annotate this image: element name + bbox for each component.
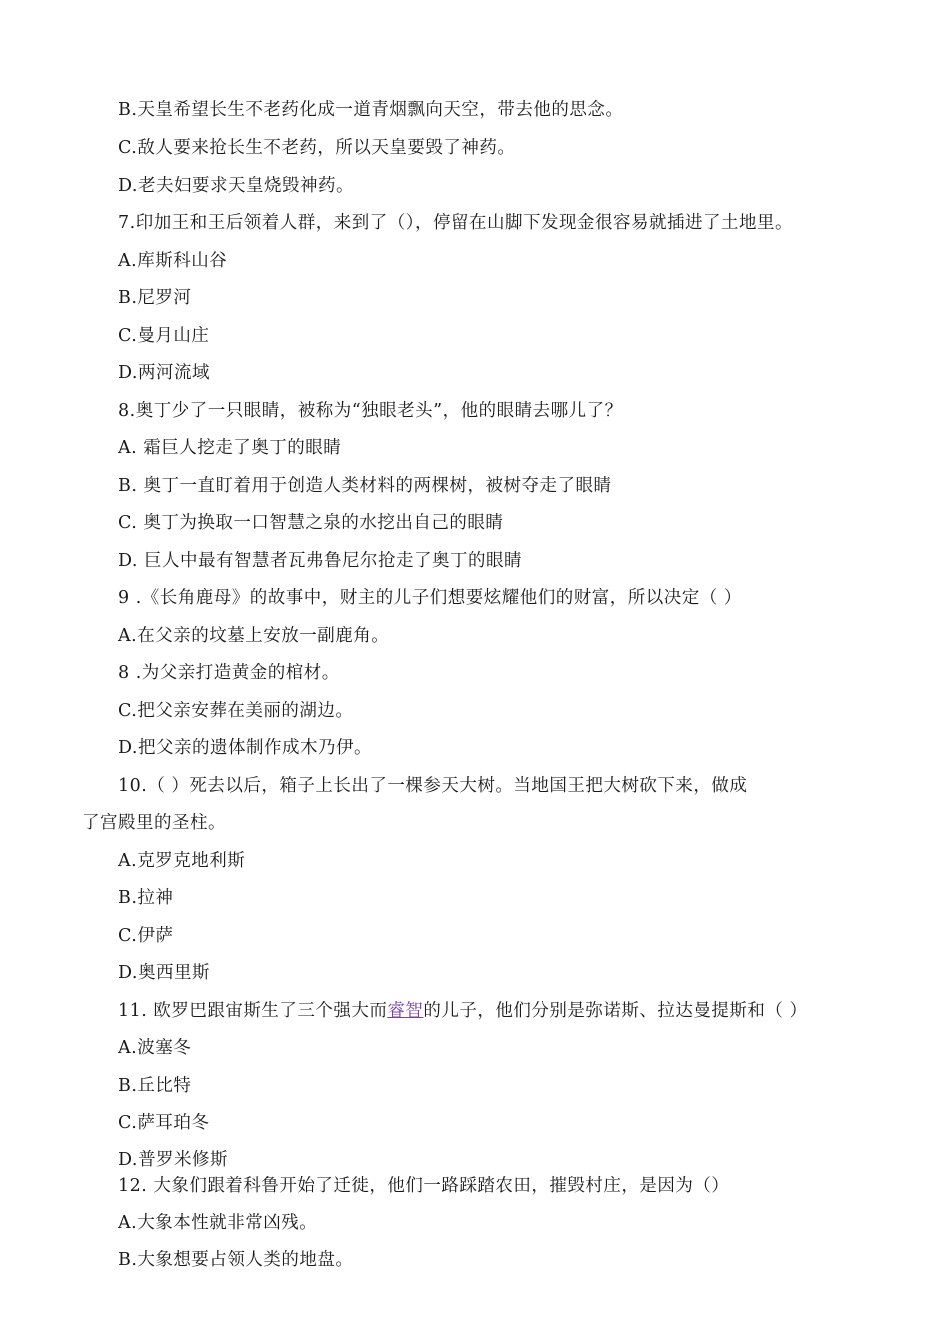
q8-option-a: A. 霜巨人挖走了奥丁的眼睛 (118, 438, 342, 458)
q12-option-a: A.大象本性就非常凶残。 (118, 1213, 318, 1233)
q10-option-a: A.克罗克地利斯 (118, 851, 246, 871)
q7-option-b: B.尼罗河 (118, 288, 192, 308)
q9-option-c: C.把父亲安葬在美丽的湖边。 (118, 701, 354, 721)
q11-option-c: C.萨耳珀冬 (118, 1113, 210, 1133)
q8-option-d: D. 巨人中最有智慧者瓦弗鲁尼尔抢走了奥丁的眼睛 (118, 551, 523, 571)
q7-stem: 7.印加王和王后领着人群，来到了（），停留在山脚下发现金很容易就插进了土地里。 (118, 213, 793, 233)
q7-option-d: D.两河流域 (118, 363, 210, 383)
q10-option-c: C.伊萨 (118, 926, 174, 946)
q10-stem: 10.（ ）死去以后，箱子上长出了一棵参天大树。当地国王把大树砍下来，做成 (118, 776, 748, 796)
q12-stem: 12. 大象们跟着科鲁开始了迁徙，他们一路踩踏农田，摧毁村庄，是因为（） (118, 1176, 730, 1196)
q8-option-b: B. 奥丁一直盯着用于创造人类材料的两棵树，被树夺走了眼睛 (118, 476, 612, 496)
q11-stem-before: 11. 欧罗巴跟宙斯生了三个强大而 (118, 1001, 388, 1021)
q10-option-d: D.奥西里斯 (118, 963, 210, 983)
q6-option-b: B.天皇希望长生不老药化成一道青烟飘向天空，带去他的思念。 (118, 100, 624, 120)
q12-option-b: B.大象想要占领人类的地盘。 (118, 1250, 354, 1270)
q6-option-c: C.敌人要来抢长生不老药，所以天皇要毁了神药。 (118, 138, 516, 158)
q8-stem: 8.奥丁少了一只眼睛，被称为“独眼老头”，他的眼睛去哪儿了？ (118, 401, 623, 421)
q10-stem-continued: 了宫殿里的圣柱。 (82, 813, 226, 833)
q11-option-a: A.波塞冬 (118, 1038, 192, 1058)
q8-option-c: C. 奥丁为换取一口智慧之泉的水挖出自己的眼睛 (118, 513, 504, 533)
q10-option-b: B.拉神 (118, 888, 174, 908)
q9-option-a: A.在父亲的坟墓上安放一副鹿角。 (118, 626, 390, 646)
q11-option-b: B.丘比特 (118, 1076, 192, 1096)
q11-option-d: D.普罗米修斯 (118, 1150, 228, 1170)
q9-option-d: D.把父亲的遗体制作成木乃伊。 (118, 738, 372, 758)
q9-option-b: 8 .为父亲打造黄金的棺材。 (118, 663, 340, 683)
q7-option-a: A.库斯科山谷 (118, 251, 228, 271)
q11-stem-after: 的儿子，他们分别是弥诺斯、拉达曼提斯和（ ） (423, 1001, 808, 1021)
q7-option-c: C.曼月山庄 (118, 326, 210, 346)
q6-option-d: D.老夫妇要求天皇烧毁神药。 (118, 176, 354, 196)
q9-stem: 9 .《长角鹿母》的故事中，财主的儿子们想要炫耀他们的财富，所以决定（ ） (118, 588, 742, 608)
q11-stem (118, 999, 807, 1023)
q11-stem-link[interactable]: 睿智 (387, 1001, 424, 1021)
